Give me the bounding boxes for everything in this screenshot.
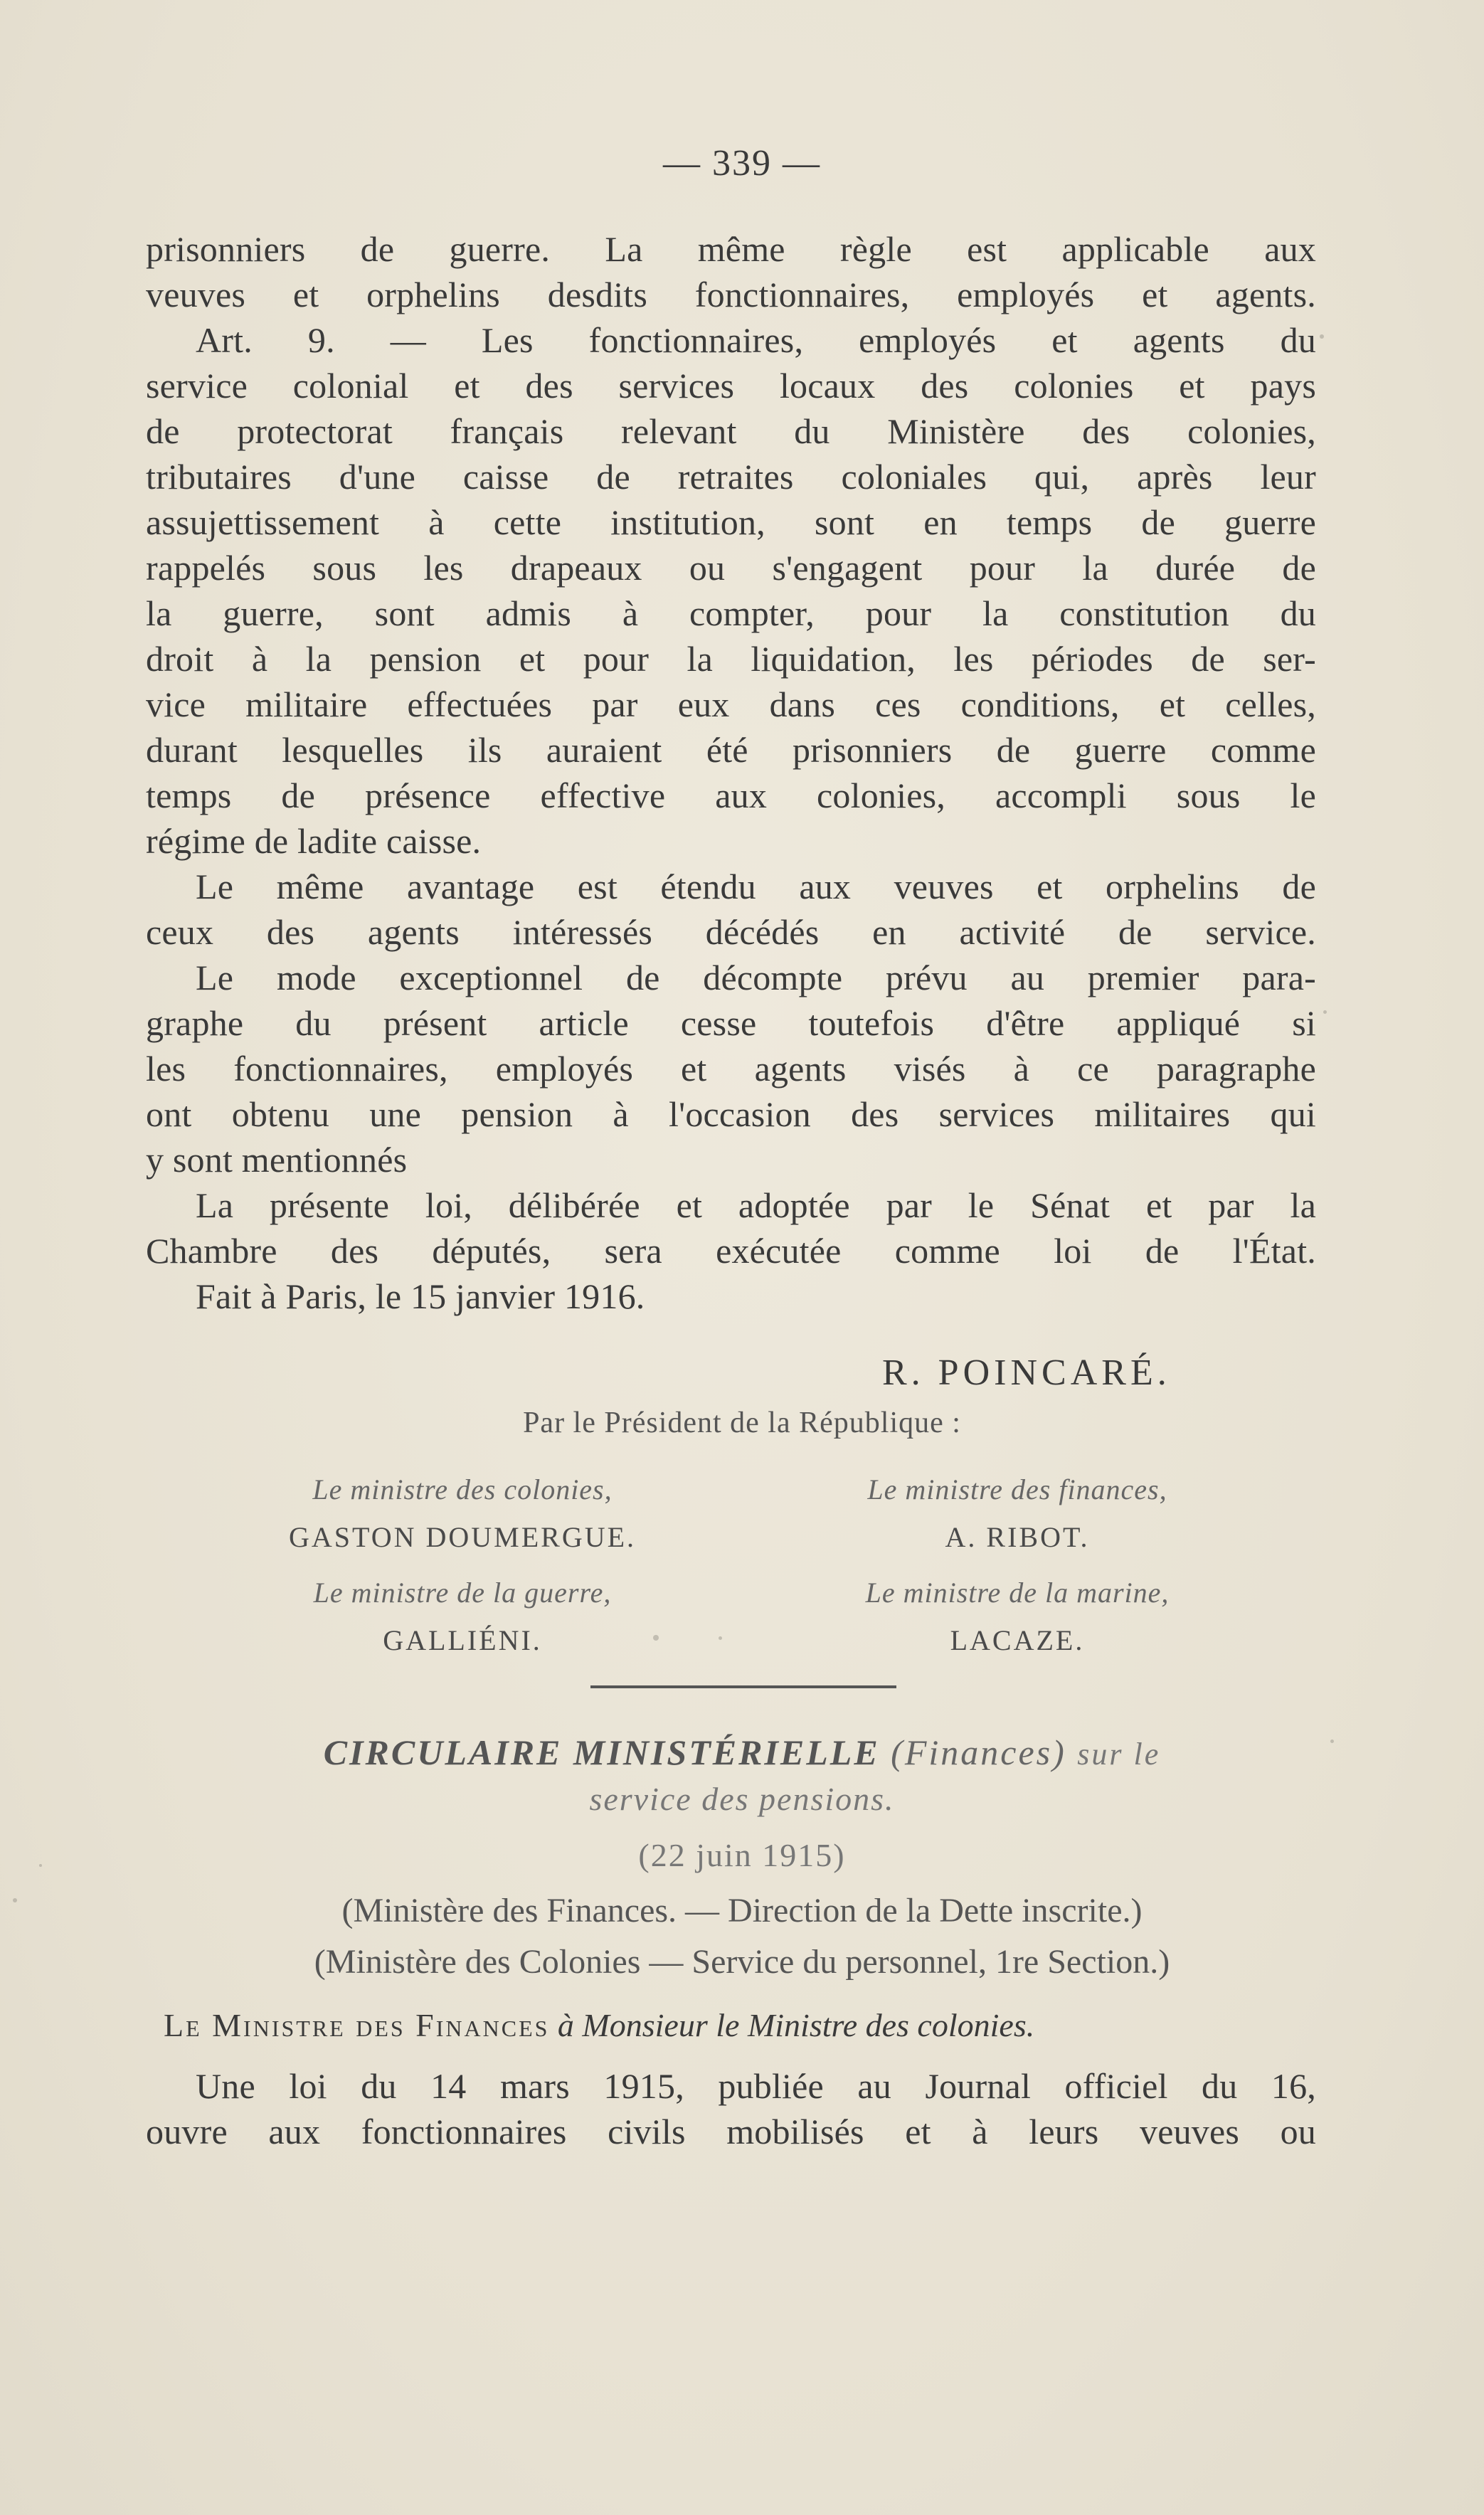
circular-date: (22 juin 1915)	[638, 1837, 846, 1873]
article-heading-line: Art. 9. — Les fonctionnaires, employés et agents du	[196, 320, 1316, 360]
ministry-line-finances: (Ministère des Finances. — Direction de la Dette inscrite.)	[341, 1892, 1143, 1929]
minister-role: Le ministre des finances,	[867, 1473, 1167, 1505]
text-line: droit à la pension et pour la liquidation, les périodes de ser-	[146, 639, 1316, 679]
paper-speck	[1320, 334, 1324, 339]
text-line: la guerre, sont admis à compter, pour la constitution du	[146, 593, 1316, 633]
circular-text	[146, 2063, 1316, 2154]
ministry-line-colonies: (Ministère des Colonies — Service du personnel, 1re Section.)	[314, 1943, 1170, 1981]
paper-speck	[1323, 1010, 1327, 1014]
paper-speck	[39, 1864, 42, 1867]
paper-speck	[13, 1898, 17, 1902]
minister-name: LACAZE.	[950, 1624, 1085, 1656]
law-text	[146, 226, 1316, 1319]
minister-name: GASTON DOUMERGUE.	[288, 1521, 637, 1553]
page-number: — 339 —	[663, 143, 821, 184]
text-line: vice militaire effectuées par eux dans ces conditions, et celles,	[146, 684, 1316, 724]
text-line: Le mode exceptionnel de décompte prévu au premier para-	[196, 958, 1316, 997]
paper-speck	[719, 1636, 722, 1640]
text-line: rappelés sous les drapeaux ou s'engagent pour la durée de	[146, 548, 1316, 588]
minister-name: A. RIBOT.	[945, 1521, 1090, 1553]
circular-title-paren: (Finances)	[891, 1732, 1066, 1772]
text-line: Chambre des députés, sera exécutée comme loi de l'État.	[146, 1231, 1316, 1271]
text-line: La présente loi, délibérée et adoptée par le Sénat et par la	[196, 1185, 1316, 1225]
text-line: régime de ladite caisse.	[146, 821, 482, 861]
paper-speck	[653, 1635, 659, 1641]
minister-guerre	[213, 1576, 711, 1657]
paper-speck	[1330, 1740, 1334, 1743]
text-line: de protectorat français relevant du Ministère des colonies,	[146, 411, 1316, 451]
text-line: ouvre aux fonctionnaires civils mobilisés et à leurs veuves ou	[146, 2112, 1316, 2151]
minister-finances	[768, 1473, 1266, 1554]
minister-marine	[768, 1576, 1266, 1657]
text-line: graphe du présent article cesse toutefois d'être appliqué si	[146, 1003, 1316, 1043]
text-line: Une loi du 14 mars 1915, publiée au Journal officiel du 16,	[196, 2066, 1316, 2106]
countersign-intro: Par le Président de la République :	[523, 1407, 961, 1439]
text-line: tributaires d'une caisse de retraites coloniales qui, après leur	[146, 457, 1316, 497]
text-line: veuves et orphelins desdits fonctionnaires, employés et agents.	[146, 275, 1316, 314]
text-line: y sont mentionnés	[146, 1140, 408, 1180]
minister-role: Le ministre des colonies,	[312, 1473, 613, 1505]
text-line: les fonctionnaires, employés et agents visés à ce paragraphe	[146, 1049, 1316, 1089]
text-line: ont obtenu une pension à l'occasion des services militaires qui	[146, 1094, 1316, 1134]
text-line: durant lesquelles ils auraient été prisonniers de guerre comme	[146, 730, 1316, 770]
text-line: service colonial et des services locaux des colonies et pays	[146, 366, 1316, 406]
circular-title-main: CIRCULAIRE MINISTÉRIELLE	[323, 1732, 880, 1772]
text-line: ceux des agents intéressés décédés en activité de service.	[146, 912, 1316, 952]
addressee-to: Monsieur le Ministre des colonies.	[582, 2007, 1035, 2043]
president-signature: R. POINCARÉ.	[882, 1352, 1171, 1393]
minister-name: GALLIÉNI.	[383, 1624, 542, 1656]
addressee-a: à	[557, 2007, 574, 2043]
minister-role: Le ministre de la marine,	[865, 1577, 1170, 1609]
text-line: assujettissement à cette institution, sont en temps de guerre	[146, 502, 1316, 542]
circular-title	[0, 1732, 1484, 1773]
section-divider	[590, 1685, 896, 1688]
text-line: Le même avantage est étendu aux veuves et orphelins de	[196, 867, 1316, 906]
addressee-line	[164, 2006, 1330, 2044]
minister-colonies	[213, 1473, 711, 1554]
addressee-from: Le Ministre des Finances	[164, 2007, 550, 2043]
text-line: prisonniers de guerre. La même règle est applicable aux	[146, 229, 1316, 269]
date-line: Fait à Paris, le 15 janvier 1916.	[196, 1276, 645, 1316]
minister-role: Le ministre de la guerre,	[313, 1577, 612, 1609]
text-line: temps de présence effective aux colonies, accompli sous le	[146, 775, 1316, 815]
circular-title-sur: sur le	[1077, 1737, 1161, 1772]
circular-subtitle: service des pensions.	[589, 1781, 895, 1817]
